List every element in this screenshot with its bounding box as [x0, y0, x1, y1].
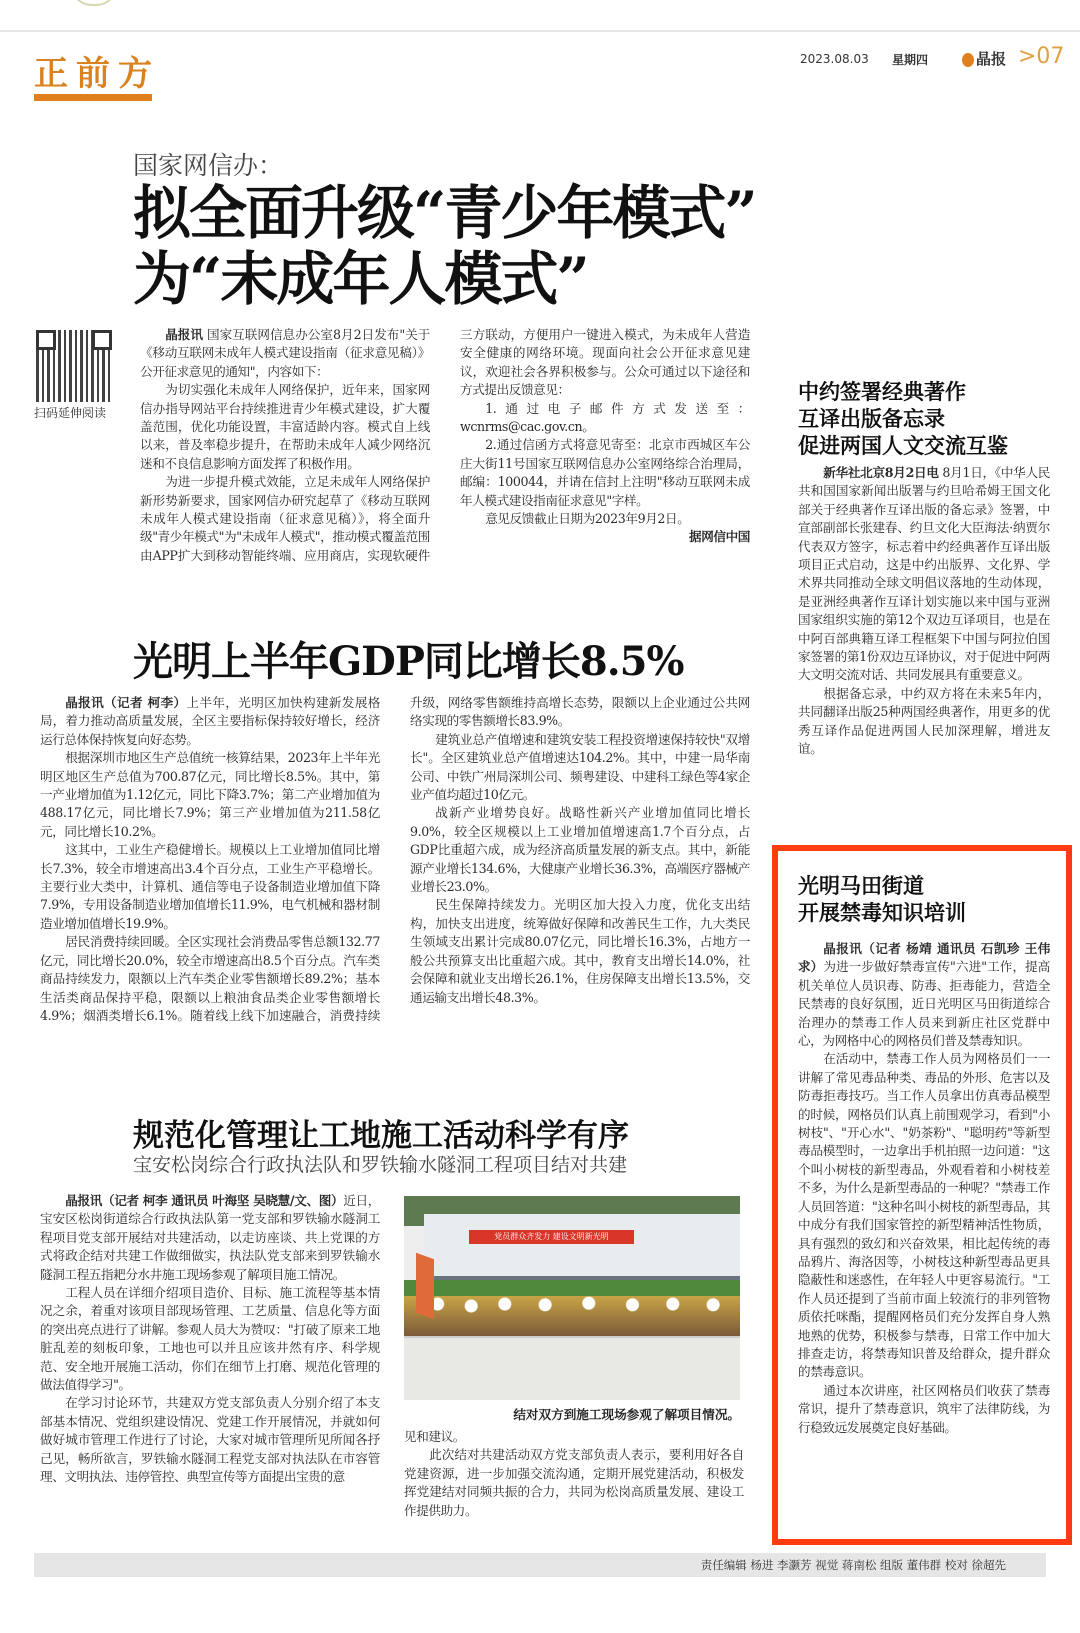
dateline: 晶报讯 [165, 327, 203, 342]
section-title: 正前方 [34, 54, 160, 94]
article1-headline-line2: 为“未成年人模式” [133, 245, 588, 313]
paragraph: 2.通过信函方式将意见寄至：北京市西城区车公庄大街11号国家互联网信息办公室网络综合治理局，邮编：100044，并请在信封上注明"移动互联网未成年人模式建设指南征求意见"字样。 [460, 437, 750, 508]
paragraph: 见和建议。 [404, 1429, 465, 1444]
article5-headline: 规范化管理让工地施工活动科学有序 [133, 1118, 629, 1154]
paragraph: 意见反馈截止日期为2023年9月2日。 [485, 511, 690, 527]
article-source: 据网信中国 [689, 529, 750, 545]
paragraph: 为切实强化未成年人网络保护，近年来，国家网信办指导网站平台持续推进青少年模式建设，扩大覆盖范围，优化功能设置，丰富适龄内容。模式自上线以来，普及率稳步提升，在帮助未成年人减少网络沉迷和不良信息影响方面发挥了积极作用。 [140, 382, 430, 471]
article4-headline: 光明马田街道 开展禁毒知识培训 [798, 873, 966, 925]
paragraph: 晶报讯（记者 柯李）上半年，光明区加快构建新发展格局，着力推动高质量发展，全区主要指标保持较好增长，经济运行总体保持恢复向好态势。 [40, 695, 380, 747]
article1-headline-line1: 拟全面升级“青少年模式” [133, 179, 756, 247]
editor-credits: 责任编辑 杨进 李灏芳 视觉 蒋南松 组版 董伟群 校对 徐超先 [700, 1558, 1006, 1572]
paragraph: 在学习讨论环节，共建双方党支部负责人分别介绍了本支部基本情况、党组织建设情况、党建工作开展情况，并就如何做好城市管理工作进行了讨论，大家对城市管理所见所闻各抒己见，畅所欲言，罗铁输水隧洞工程党支部对执法队在市容管理、文明执法、违停管控、典型宣传等方面提出宝贵的意 [40, 1395, 380, 1485]
paragraph: 1.通过电子邮件方式发送至：wcnrms@cac.gov.cn。 [460, 400, 750, 435]
paragraph: 晶报讯（记者 柯李 通讯员 叶海坚 吴晓慧/文、图）近日，宝安区松岗街道综合行政执法队第一党支部和罗铁输水隧洞工程项目党支部开展结对共建活动，以走访座谈、共上党课的方式将政企结对共建工作做细做实，执法队党支部来到罗铁输水隧洞工程五指耙分水井施工现场参观了解项目施工情况。 [40, 1193, 380, 1282]
section-underline [34, 94, 152, 101]
photo-concrete-wall [404, 1336, 740, 1400]
article3-headline: 中约签署经典著作 互译出版备忘录 促进两国人文交流互鉴 [798, 379, 1008, 458]
paper-name: 晶报 [976, 50, 1007, 68]
photo-flag [416, 1253, 434, 1320]
construction-site-photo [404, 1196, 740, 1400]
dateline: 新华社北京8月2日电 [823, 465, 939, 480]
paragraph: 此次结对共建活动双方党支部负责人表示，要利用好各自党建资源，进一步加强交流沟通，定期开展党建活动，积极发挥党建结对同频共振的合力，共同为松岗高质量发展、建设工作提供助力。 [404, 1447, 744, 1518]
article5-subheadline: 宝安松岗综合行政执法队和罗铁输水隧洞工程项目结对共建 [133, 1154, 628, 1176]
paragraph: 在活动中，禁毒工作人员为网格员们一一讲解了常见毒品种类、毒品的外形、危害以及防毒拒毒技巧。当工作人员拿出仿真毒品模型的时候，网格员们认真上前围观学习，看到"小树枝"、"开心水"、"奶茶粉"、"聪明药"等新型毒品模型时，一边拿出手机拍照一边问道："这个叫小树枝的新型毒品，外观看着和小树枝差不多，为什么是新型毒品的一种呢？"禁毒工作人员回答道："这种名叫小树枝的新型毒品，其中成分有我们国家管控的新型精神活性物质，具有强烈的致幻和兴奋效果，相比起传统的毒品鸦片、海洛因等，小树枝这种新型毒品更具隐蔽性和迷惑性，在年轻人中更容易流行。"工作人员还提到了当前市面上较流行的非列管物质依托咪酯，提醒网格员们充分发挥自身人熟地熟的优势，积极参与禁毒，日常工作中加大排查走访，将禁毒知识普及给群众，提升群众的禁毒意识。 [798, 1051, 1050, 1380]
article2-headline: 光明上半年GDP同比增长8.5% [133, 638, 684, 685]
paragraph: 晶报讯（记者 杨靖 通讯员 石凯珍 王伟求）为进一步做好禁毒宣传"六进"工作，提高机关单位人员识毒、防毒、拒毒能力，营造全民禁毒的良好氛围，近日光明区马田街道综合治理办的禁毒工作人员来到新庄社区党群中心，为网格中心的网格员们普及禁毒知识。 [798, 941, 1050, 1049]
issue-weekday: 星期四 [892, 53, 929, 67]
paragraph: 工程人员在详细介绍项目造价、目标、施工流程等基本情况之余，着重对该项目部现场管理、工艺质量、信息化等方面的突出亮点进行了讲解。参观人员大为赞叹："打破了原来工地脏乱差的刻板印象，工地也可以并且应该井然有序、科学规范、安全地开展施工活动，你们在细节上打磨、规范化管理的做法值得学习"。 [40, 1285, 380, 1393]
photo-banner: 党员群众齐发力 建设文明新光明 [469, 1230, 634, 1244]
paragraph: 晶报讯 国家互联网信息办公室8月2日发布"关于《移动互联网未成年人模式建设指南（征求意见稿）》公开征求意见的通知"，内容如下： [140, 327, 430, 379]
qr-code[interactable] [36, 330, 112, 402]
page-number: >07 [1018, 44, 1065, 69]
paper-logo-icon [962, 53, 974, 67]
article1-body [140, 326, 750, 565]
photo-people [404, 1296, 740, 1336]
dateline: 晶报讯（记者 柯李 通讯员 叶海坚 吴晓慧/文、图） [65, 1193, 344, 1208]
paragraph: 新华社北京8月2日电 8月1日，《中华人民共和国国家新闻出版署与约旦哈希姆王国文化部关于经典著作互译出版的备忘录》签署，中宣部副部长张建春、约旦文化大臣海法·纳贾尔代表双方签字，标志着中约经典著作互译出版项目正式启动，这是中约出版界、文化界、学术界共同推动全球文明倡议落地的生动体现，是亚洲经典著作互译计划实施以来中国与亚洲国家组织实施的第12个双边互译项目，也是在中阿百部典籍互译工程框架下中国与阿拉伯国家签署的第1份双边互译协议，对于促进中阿两大文明交流对话、共同发展具有重要意义。 [798, 465, 1050, 683]
article4-body [798, 940, 1050, 1437]
article3-body [798, 464, 1050, 759]
article2-body [40, 694, 750, 1025]
qr-caption: 扫码延伸阅读 [34, 406, 107, 420]
paragraph: 根据深圳市地区生产总值统一核算结果，2023年上半年光明区地区生产总值为700.87亿元，同比增长8.5%。其中，第一产业增加值为1.12亿元，同比下降3.7%；第二产业增加值为488.17亿元，同比增长7.9%；第三产业增加值为211.58亿元，同比增长10.2%。 [40, 750, 380, 839]
paragraph: 民生保障持续发力。光明区加大投入力度，优化支出结构，加快支出进度，统筹做好保障和改善民生工作，九大类民生领域支出累计完成80.07亿元，同比增长16.3%，占地方一般公共预算支出比重超六成。其中，教育支出增长14.0%，社会保障和就业支出增长26.1%，住房保障支出增长13.5%，交通运输支出增长48.3%。 [410, 897, 750, 1005]
paragraph: 根据备忘录，中约双方将在未来5年内，共同翻译出版25种两国经典著作，用更多的优秀互译作品促进两国人民加深理解，增进友谊。 [798, 685, 1050, 757]
photo-caption: 结对双方到施工现场参观了解项目情况。 [513, 1407, 740, 1422]
paper-logo [962, 48, 1006, 69]
footer-bar [34, 1553, 1046, 1577]
article5-body-right [404, 1428, 744, 1520]
article1-headline [133, 180, 756, 312]
paragraph: 这其中，工业生产稳健增长。规模以上工业增加值同比增长7.3%，较全市增速高出3.4个百分点，工业生产平稳增长。主要行业大类中，计算机、通信等电子设备制造业增加值下降7.9%，专用设备制造业增加值增长11.9%，电气机械和器材制造业增加值增长19.9%。 [40, 842, 380, 931]
paragraph: 建筑业总产值增速和建筑安装工程投资增速保持较快"双增长"。全区建筑业总产值增速达104.2%。其中，中建一局华南公司、中铁广州局深圳公司、频粤建设、中建科工绿色等4家企业产值均超过10亿元。 [410, 731, 750, 803]
photo-wall [424, 1214, 740, 1282]
dateline: 晶报讯（记者 柯李） [65, 695, 187, 710]
top-divider [0, 30, 1080, 32]
issue-date: 2023.08.03 [800, 52, 869, 66]
article1-kicker: 国家网信办： [133, 151, 284, 180]
paragraph: 居民消费持续回暖。全区实现社会消费品零售总额132.77亿元，同比增长20.0%，较全市增速高出8.5个百分点。汽车类商品持续发力，限额以上汽车类企业零售额增长89.2%；基本生活类商品保持平稳，限额以上粮油食品类企业零售额增长4.9%；烟酒类增长6.1%。随着线上线下加速融合，消费持续升级，网络零售额维持高增长态势，限额以上企业通过公共网络实现的零售额增长83.9%。 [40, 695, 750, 1023]
dateline: 晶报讯（记者 杨靖 通讯员 石凯珍 王伟求） [798, 941, 1050, 975]
paragraph: 通过本次讲座，社区网格员们收获了禁毒常识，提升了禁毒意识，筑牢了法律防线，为行稳致远发展奠定良好基础。 [798, 1382, 1050, 1435]
paragraph: 战新产业增势良好。战略性新兴产业增加值同比增长9.0%，较全区规模以上工业增加值增速高1.7个百分点，占GDP比重超六成，成为经济高质量发展的新支点。其中，新能源产业增长134.6%，大健康产业增长36.3%，高端医疗器械产业增长23.0%。 [410, 805, 750, 895]
top-logo-fragment [70, 0, 118, 6]
article5-body-left [40, 1192, 380, 1487]
paragraph: 为进一步提升模式效能，立足未成年人网络保护新形势新要求，国家网信办研究起草了《移动互联网未成年人模式建设指南（征求意见稿）》，将全面升级"青少年模式"为"未成年人模式"，推动模式覆盖范围由APP扩大到移动智能终端、应用商店，实现软硬件三方联动，方便用户一键进入模式，为未成年人营造安全健康的网络环境。现面向社会公开征求意见建议，欢迎社会各界积极参与。公众可通过以下途径和方式提出反馈意见： [140, 327, 750, 563]
